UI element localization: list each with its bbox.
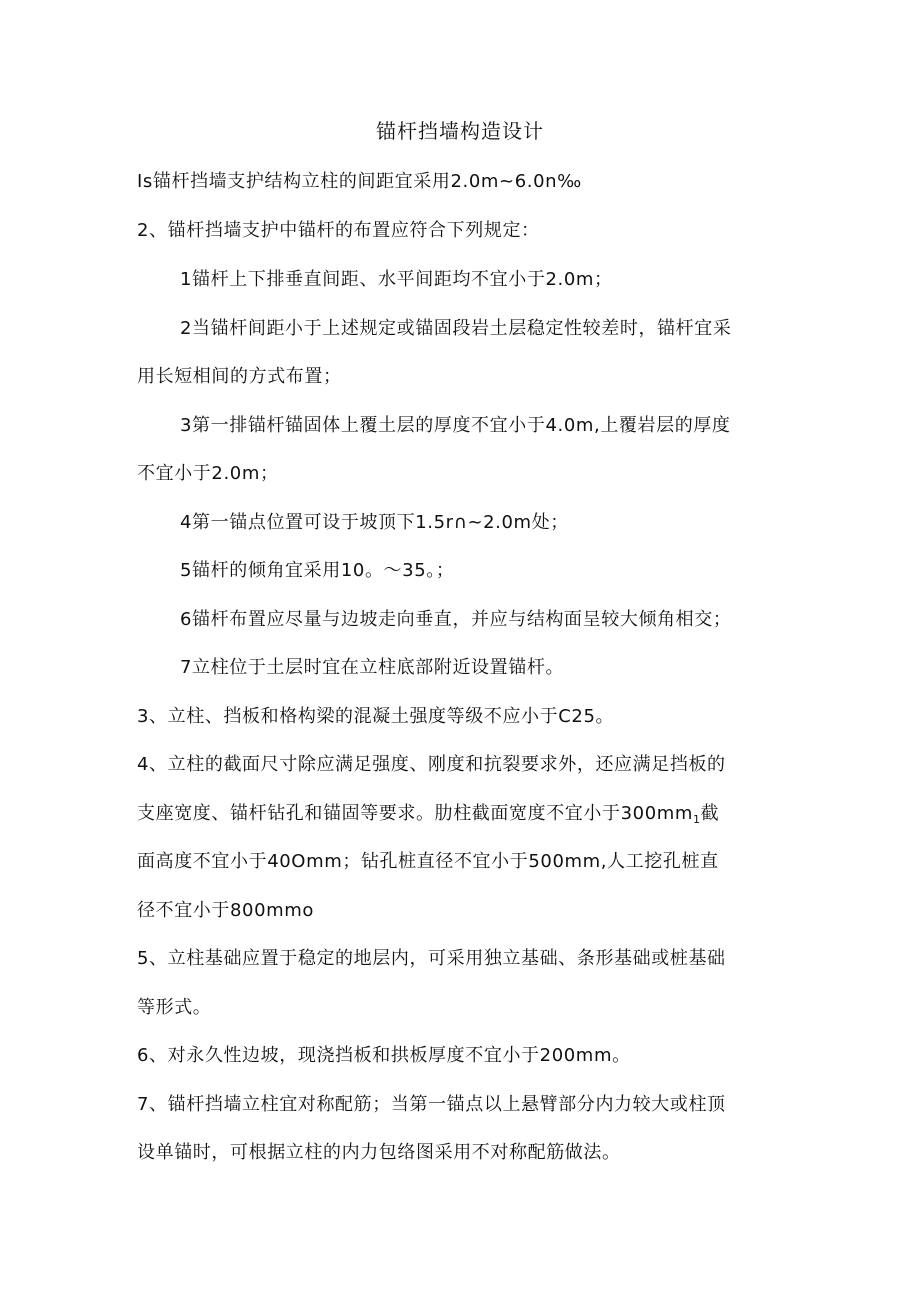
paragraph-line: 不宜小于2.0m； (137, 463, 279, 484)
paragraph-text: 支座宽度、锚杆钻孔和锚固等要求。肋柱截面宽度不宜小于300mm (137, 803, 694, 824)
paragraph-line: 设单锚时，可根据立柱的内力包络图采用不对称配筋做法。 (137, 1142, 621, 1163)
paragraph-line: 5锚杆的倾角宜采用10。～35。； (180, 560, 455, 581)
paragraph-line: 面高度不宜小于40Omm；钻孔桩直径不宜小于500mm,人工挖孔桩直 (137, 851, 719, 872)
paragraph-text: 截 (700, 803, 720, 824)
paragraph-line: 1锚杆上下排垂直间距、水平间距均不宜小于2.0m； (180, 269, 613, 290)
subscript-text: 1 (693, 813, 701, 826)
paragraph-line: 4第一锚点位置可设于坡顶下1.5r∩~2.0m处； (180, 512, 569, 533)
paragraph-line: 3、立柱、挡板和格构梁的混凝土强度等级不应小于C25。 (137, 706, 615, 727)
paragraph-line: 用长短相间的方式布置； (137, 366, 342, 387)
paragraph-line: 7立柱位于土层时宜在立柱底部附近设置锚杆。 (180, 657, 565, 678)
paragraph-line: 2当锚杆间距小于上述规定或锚固段岩土层稳定性较差时，锚杆宜采 (180, 318, 732, 339)
paragraph-line: 等形式。 (137, 997, 212, 1018)
document-title: 锚杆挡墙构造设计 (376, 119, 544, 143)
paragraph-line: 5、立柱基础应置于稳定的地层内，可采用独立基础、条形基础或桩基础 (137, 948, 726, 969)
paragraph-line: 2、锚杆挡墙支护中锚杆的布置应符合下列规定： (137, 220, 540, 241)
paragraph-line: 7、锚杆挡墙立柱宜对称配筋；当第一锚点以上悬臂部分内力较大或柱顶 (137, 1094, 726, 1115)
paragraph-line (137, 801, 719, 833)
paragraph-line: 4、立柱的截面尺寸除应满足强度、刚度和抗裂要求外，还应满足挡板的 (137, 754, 726, 775)
paragraph-line: 径不宜小于800mmo (137, 900, 315, 921)
paragraph-line: 3第一排锚杆锚固体上覆土层的厚度不宜小于4.0m,上覆岩层的厚度 (180, 415, 731, 436)
paragraph-line: Is锚杆挡墙支护结构立柱的间距宜采用2.0m~6.0n‰ (137, 171, 582, 192)
paragraph-line: 6、对永久性边坡，现浇挡板和拱板厚度不宜小于200mm。 (137, 1045, 631, 1066)
paragraph-line: 6锚杆布置应尽量与边坡走向垂直，并应与结构面呈较大倾角相交； (180, 609, 732, 630)
